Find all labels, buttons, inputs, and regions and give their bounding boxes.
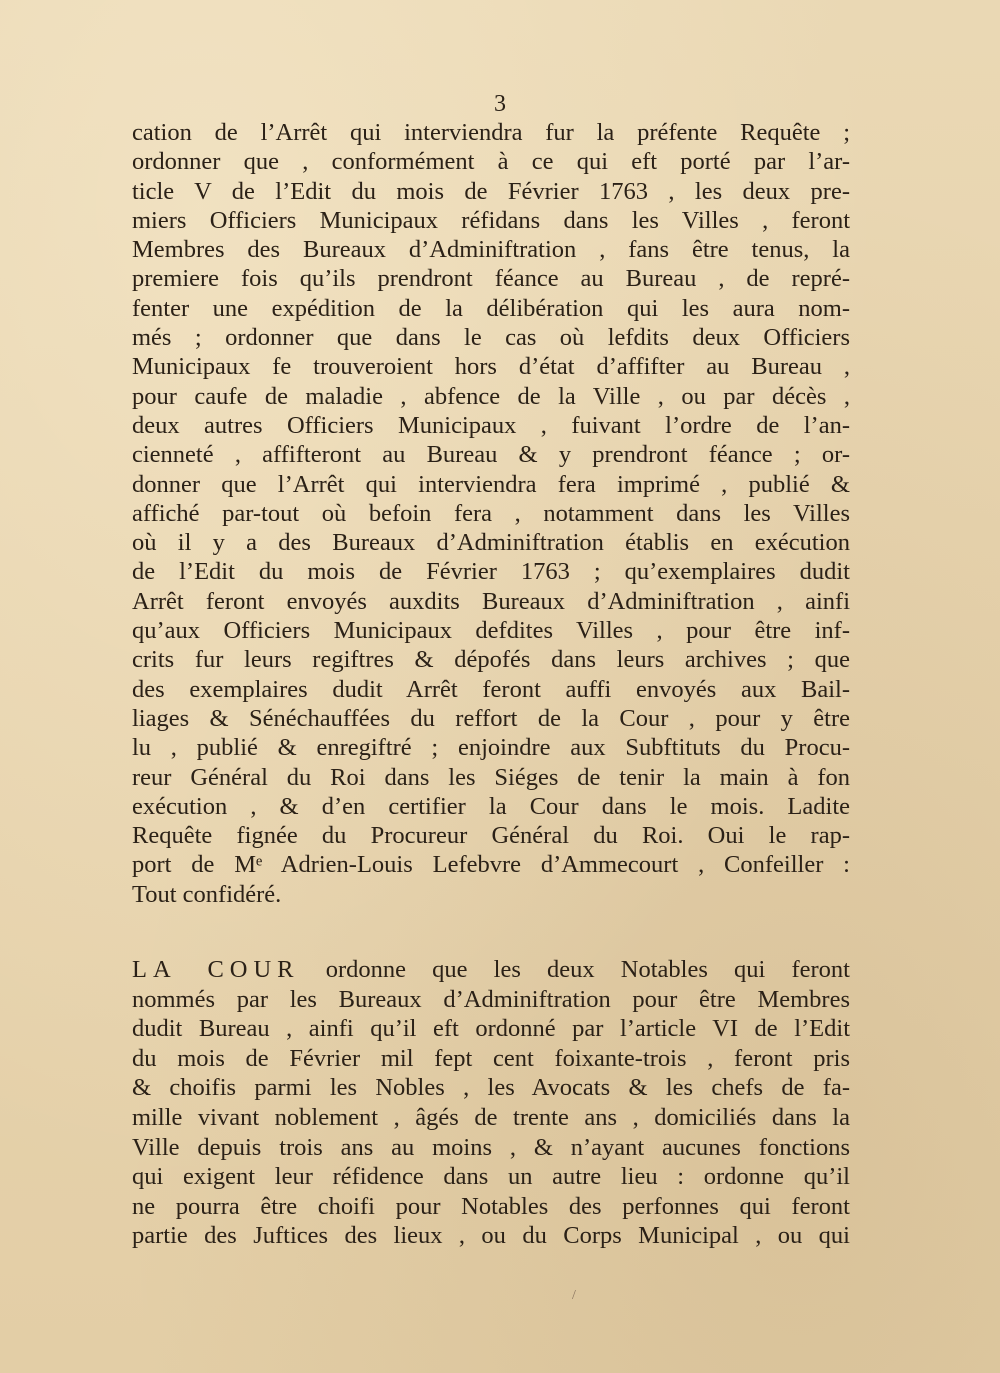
text-line: qui exigent leur réfidence dans un autre lieu : ordonne qu’il xyxy=(132,1163,850,1191)
stray-mark: / xyxy=(572,1288,576,1303)
text-line: més ; ordonner que dans le cas où lefdits deux Officiers xyxy=(132,324,850,352)
text-line: ordonner que , conformément à ce qui eft porté par l’ar- xyxy=(132,148,850,176)
text-line: port de Mᵉ Adrien-Louis Lefebvre d’Ammecourt , Confeiller : xyxy=(132,851,850,879)
text-line: exécution , & d’en certifier la Cour dans le mois. Ladite xyxy=(132,792,850,820)
text-line: deux autres Officiers Municipaux , fuivant l’ordre de l’an- xyxy=(132,411,850,439)
text-line: Requête fignée du Procureur Général du Roi. Oui le rap- xyxy=(132,822,850,850)
text-line: Membres des Bureaux d’Adminiftration , fans être tenus, la xyxy=(132,236,850,264)
text-line: reur Général du Roi dans les Siéges de tenir la main à fon xyxy=(132,763,850,791)
text-line: lu , publié & enregiftré ; enjoindre aux Subftituts du Procu- xyxy=(132,734,850,762)
text-line: liages & Sénéchauffées du reffort de la Cour , pour y être xyxy=(132,704,850,732)
text-line: Tout confidéré. xyxy=(132,880,282,908)
paragraph-continuation xyxy=(132,118,850,909)
text-line: ne pourra être choifi pour Notables des perfonnes qui feront xyxy=(132,1192,850,1220)
text-line: Ville depuis trois ans au moins , & n’ayant aucunes fonctions xyxy=(132,1133,850,1161)
text-line: Arrêt feront envoyés auxdits Bureaux d’Adminiftration , ainfi xyxy=(132,587,850,615)
text-line: dudit Bureau , ainfi qu’il eft ordonné par l’article VI de l’Edit xyxy=(132,1015,850,1043)
text-line: partie des Juftices des lieux , ou du Corps Municipal , ou qui xyxy=(132,1222,850,1250)
text-line-first xyxy=(132,955,850,985)
text-line: des exemplaires dudit Arrêt feront auffi envoyés aux Bail- xyxy=(132,675,850,703)
text-line: affiché par-tout où befoin fera , notamment dans les Villes xyxy=(132,499,850,527)
text-line: miers Officiers Municipaux réfidans dans les Villes , feront xyxy=(132,206,850,234)
page-number: 3 xyxy=(494,91,506,117)
text-line: premiere fois qu’ils prendront féance au Bureau , de repré- xyxy=(132,265,850,293)
text-line: pour caufe de maladie , abfence de la Ville , ou par décès , xyxy=(132,382,850,410)
lead-words: LA COUR xyxy=(132,956,300,983)
text-line: mille vivant noblement , âgés de trente ans , domiciliés dans la xyxy=(132,1103,850,1131)
text-line: de l’Edit du mois de Février 1763 ; qu’exemplaires dudit xyxy=(132,558,850,586)
text-line: où il y a des Bureaux d’Adminiftration établis en exécution xyxy=(132,529,850,557)
first-line-text: ordonne que les deux Notables qui feront xyxy=(325,956,850,983)
text-line: du mois de Février mil fept cent foixante-trois , feront pris xyxy=(132,1044,850,1072)
text-line: Municipaux fe trouveroient hors d’état d’affifter au Bureau , xyxy=(132,353,850,381)
paragraph-la-cour xyxy=(132,955,850,1251)
text-line: & choifis parmi les Nobles , les Avocats & les chefs de fa- xyxy=(132,1074,850,1102)
text-line: nommés par les Bureaux d’Adminiftration pour être Membres xyxy=(132,985,850,1013)
text-line: crits fur leurs regiftres & dépofés dans leurs archives ; que xyxy=(132,646,850,674)
text-line: cienneté , affifteront au Bureau & y prendront féance ; or- xyxy=(132,441,850,469)
text-line: ticle V de l’Edit du mois de Février 1763 , les deux pre- xyxy=(132,177,850,205)
text-line: donner que l’Arrêt qui interviendra fera imprimé , publié & xyxy=(132,470,850,498)
text-line: cation de l’Arrêt qui interviendra fur la préfente Requête ; xyxy=(132,119,850,146)
text-line: qu’aux Officiers Municipaux defdites Villes , pour être inf- xyxy=(132,617,850,645)
text-line: fenter une expédition de la délibération qui les aura nom- xyxy=(132,294,850,322)
